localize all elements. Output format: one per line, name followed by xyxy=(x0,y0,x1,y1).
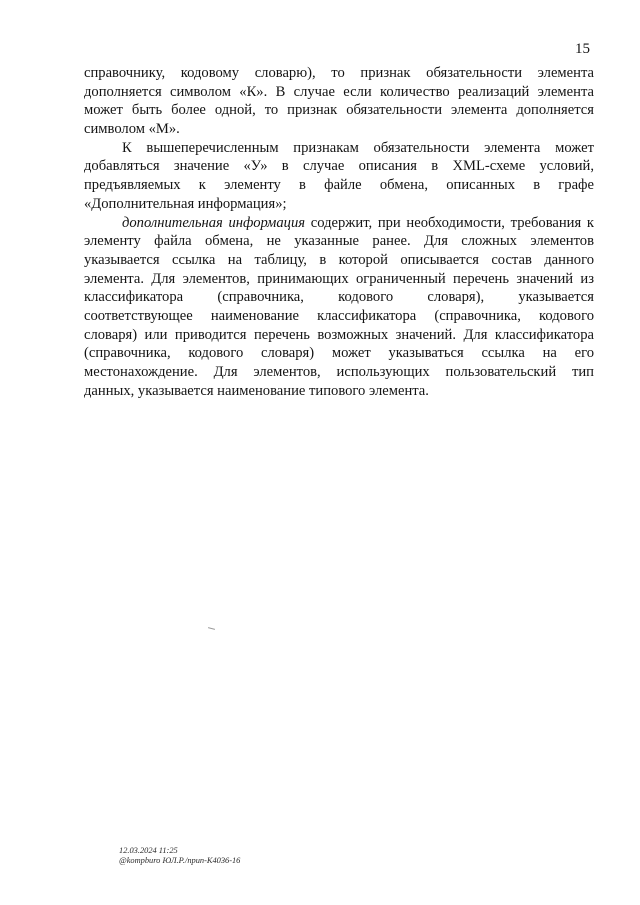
paragraph-1 xyxy=(84,64,594,139)
text-line: дополняется символом «К». В случае если количество реализаций элемента xyxy=(84,83,594,100)
paragraph-2 xyxy=(84,139,594,214)
text-line: элементу файла обмена, не указанные ранее. Для сложных элементов xyxy=(84,233,594,250)
text-line: может быть более одной, то признак обязательности элемента дополняется xyxy=(84,102,594,119)
text-line: символом «М». xyxy=(84,121,180,138)
text-line: «Дополнительная информация»; xyxy=(84,195,287,212)
text-span: содержит, при необходимости, требования к xyxy=(305,214,594,231)
text-line: справочнику, кодовому словарю), то признак обязательности элемента xyxy=(84,65,594,81)
scan-mark xyxy=(208,627,215,630)
text-line: добавляться значение «У» в случае описания в XML-схеме условий, xyxy=(84,158,594,175)
text-line: местонахождение. Для элементов, использующих пользовательский тип xyxy=(84,364,594,380)
text-line: К вышеперечисленным признакам обязательности элемента может xyxy=(122,139,594,156)
footer-stamp-text: @kompburo ЮЛ.Р./npun-К4036-16 xyxy=(119,856,241,865)
text-line: классификатора (справочника, кодового словаря), указывается xyxy=(84,289,594,306)
text-line: соответствующее наименование классификатора (справочника, кодового xyxy=(84,307,594,324)
text-line: элемента. Для элементов, принимающих ограниченный перечень значений из xyxy=(84,270,594,287)
text-line: указывается ссылка на таблицу, в которой описывается состав данного xyxy=(84,251,594,268)
body-text xyxy=(84,64,594,400)
footer-timestamp: 12.03.2024 11:25 xyxy=(119,846,178,855)
text-line: (справочника, кодового словаря) может указываться ссылка на его xyxy=(84,345,594,362)
footer-stamp xyxy=(119,846,240,866)
text-line: предъявляемых к элементу в файле обмена, описанных в графе xyxy=(84,177,594,194)
page-number: 15 xyxy=(575,41,590,57)
text-line: данных, указывается наименование типового элемента. xyxy=(84,382,429,399)
text-line xyxy=(84,214,594,233)
text-line: словаря) или приводится перечень возможных значений. Для классификатора xyxy=(84,326,594,343)
paragraph-3 xyxy=(84,214,594,401)
term-italic: дополнительная информация xyxy=(122,214,306,231)
